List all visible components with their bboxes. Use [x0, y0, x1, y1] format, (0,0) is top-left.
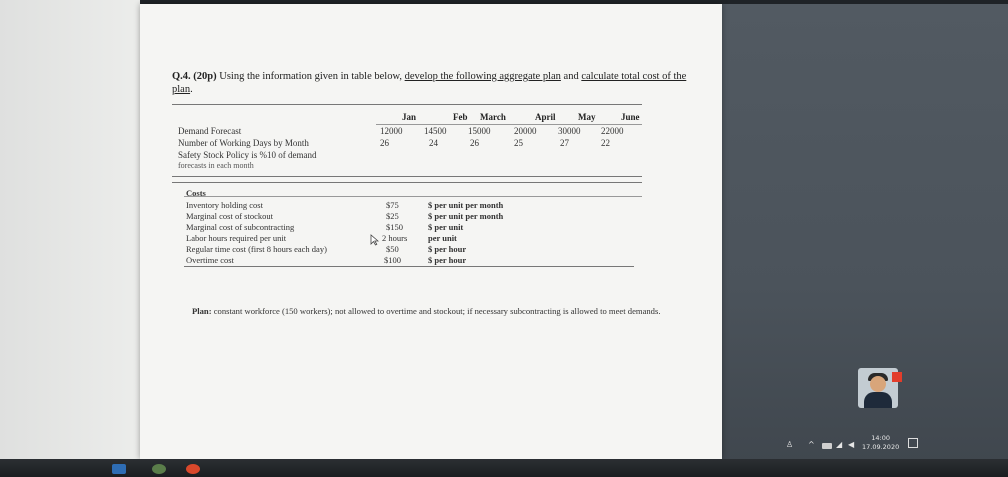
month-header-april: April	[535, 112, 556, 122]
network-icon[interactable]: ◢	[836, 440, 843, 449]
cost-label: Inventory holding cost	[186, 200, 263, 210]
month-header-jan: Jan	[402, 112, 417, 122]
costs-header-rule	[184, 196, 642, 197]
table-top-rule	[172, 104, 642, 105]
volume-icon[interactable]: ◀	[848, 440, 855, 449]
cell: 14500	[424, 126, 447, 136]
cell: 26	[470, 138, 479, 148]
row-label-demand: Demand Forecast	[178, 126, 242, 136]
cost-unit: $ per hour	[428, 255, 467, 265]
costs-bottom-rule	[184, 266, 634, 267]
safety-stock-label-2: forecasts in each month	[178, 161, 254, 170]
document-margin	[0, 0, 140, 460]
question-number: Q.4. (20p)	[172, 71, 217, 82]
clock-time: 14:00	[871, 434, 890, 442]
mouse-pointer-icon	[370, 234, 379, 246]
battery-icon[interactable]	[822, 443, 832, 449]
month-header-feb: Feb	[453, 112, 468, 122]
cost-value: $75	[386, 200, 399, 210]
taskbar-app-icon[interactable]	[152, 464, 166, 474]
cost-label: Labor hours required per unit	[186, 233, 287, 243]
cost-unit: $ per unit	[428, 222, 464, 232]
cost-label: Marginal cost of stockout	[186, 211, 273, 221]
safety-stock-label: Safety Stock Policy is %10 of demand	[178, 150, 317, 160]
cell: 15000	[468, 126, 491, 136]
cell: 22000	[601, 126, 624, 136]
cell: 27	[560, 138, 569, 148]
cell: 26	[380, 138, 389, 148]
month-header-march: March	[480, 112, 506, 122]
cost-value: 2 hours	[382, 233, 408, 243]
cost-unit: $ per unit per month	[428, 211, 504, 221]
cell: 30000	[558, 126, 581, 136]
cost-unit: $ per unit per month	[428, 200, 504, 210]
question-text: Q.4. (20p) Using the information given in table below, develop the following aggregate plan and calculate total cost of the plan.	[172, 71, 687, 95]
cell: 24	[429, 138, 438, 148]
chrome-icon[interactable]	[186, 464, 200, 474]
clock-date: 17.09.2020	[862, 443, 900, 451]
document-page	[140, 4, 722, 459]
notifications-icon[interactable]	[908, 438, 918, 448]
cost-label: Overtime cost	[186, 255, 234, 265]
plan-label: Plan:	[192, 306, 212, 316]
cell: 22	[601, 138, 610, 148]
month-header-june: June	[621, 112, 640, 122]
cost-unit: per unit	[428, 233, 457, 243]
cost-value: $50	[386, 244, 399, 254]
notification-badge	[892, 372, 902, 382]
costs-top-rule	[172, 182, 642, 183]
costs-header: Costs	[186, 188, 206, 198]
row-label-working-days: Number of Working Days by Month	[178, 138, 309, 148]
system-clock[interactable]	[862, 434, 899, 452]
cell: 12000	[380, 126, 403, 136]
cell: 20000	[514, 126, 537, 136]
cost-unit: $ per hour	[428, 244, 467, 254]
cost-label: Marginal cost of subcontracting	[186, 222, 295, 232]
chevron-up-icon[interactable]: ^	[808, 440, 815, 449]
cost-value: $25	[386, 211, 399, 221]
cost-value: $150	[386, 222, 403, 232]
month-header-may: May	[578, 112, 596, 122]
cost-label: Regular time cost (first 8 hours each day)	[186, 244, 327, 254]
plan-text: Plan: constant workforce (150 workers); not allowed to overtime and stockout; if necessary subcontracting is allowed to meet demands.	[192, 306, 661, 316]
table-bottom-rule	[172, 176, 642, 177]
cell: 25	[514, 138, 523, 148]
taskbar-app-icon[interactable]	[112, 464, 126, 474]
header-rule	[376, 124, 642, 125]
cost-value: $100	[384, 255, 401, 265]
people-icon[interactable]: ♙	[786, 440, 794, 449]
